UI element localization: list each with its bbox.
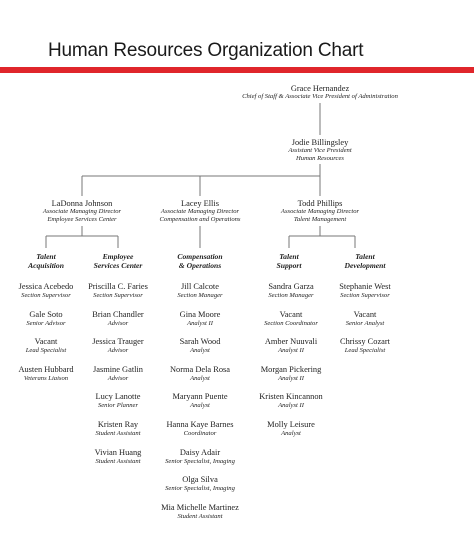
- person-title: Advisor: [107, 374, 129, 382]
- person-name: Priscilla C. Faries: [88, 282, 148, 291]
- dept-heading-line: Support: [276, 260, 302, 270]
- person-title: Chief of Staff & Associate Vice President of Administration: [242, 93, 398, 101]
- person-title: Student Assistant: [95, 457, 141, 465]
- staff-entry: [254, 337, 328, 365]
- person-title: Lead Specialist: [344, 347, 386, 355]
- staff-entry: [78, 282, 158, 310]
- dept-heading-line: Acquisition: [28, 260, 64, 270]
- staff-entry: [78, 365, 158, 393]
- person-title: Associate Managing Director: [42, 208, 122, 216]
- person-name: Vacant: [353, 309, 377, 319]
- staff-entry: [254, 310, 328, 338]
- person-title: Analyst II: [187, 319, 213, 327]
- person-title: Employee Services Center: [47, 215, 117, 223]
- person-name: Norma Dela Rosa: [169, 364, 230, 374]
- staff-column: [155, 282, 245, 530]
- dept-heading-line: Talent: [279, 252, 299, 261]
- staff-column: [78, 282, 158, 475]
- person-name: Jodie Billingsley: [291, 138, 349, 147]
- person-title: Section Supervisor: [21, 292, 71, 300]
- person-title: Advisor: [107, 319, 129, 327]
- person-title: Senior Analyst: [345, 319, 385, 327]
- person-title: Senior Advisor: [26, 319, 66, 327]
- person-name: Maryann Puente: [172, 392, 228, 402]
- person-title: Compensation and Operations: [159, 215, 241, 223]
- staff-entry: [78, 392, 158, 420]
- dept-heading: [78, 253, 158, 270]
- staff-entry: [155, 310, 245, 338]
- staff-entry: [254, 365, 328, 393]
- staff-entry: [155, 475, 245, 503]
- person-title: Talent Management: [293, 215, 347, 223]
- staff-entry: [6, 282, 86, 310]
- dept-heading: [254, 253, 324, 270]
- org-node-director: [260, 199, 380, 223]
- person-title: Section Manager: [177, 292, 223, 300]
- person-name: Kristen Kincannon: [259, 392, 323, 402]
- person-name: Brian Chandler: [92, 309, 144, 319]
- person-name: Jessica Acebedo: [18, 282, 74, 291]
- person-name: Morgan Pickering: [260, 364, 322, 374]
- staff-entry: [325, 337, 405, 365]
- dept-heading: [6, 253, 86, 270]
- staff-column: [254, 282, 328, 448]
- dept-heading-line: Employee: [102, 252, 134, 261]
- person-title: Analyst II: [278, 347, 304, 355]
- staff-entry: [6, 337, 86, 365]
- person-name: Jill Calcote: [181, 282, 219, 291]
- person-name: Austen Hubbard: [18, 364, 74, 374]
- staff-entry: [78, 310, 158, 338]
- person-title: Associate Managing Director: [280, 208, 360, 216]
- dept-heading-line: Talent: [36, 252, 56, 261]
- person-title: Assistant Vice President: [288, 147, 352, 155]
- person-name: Kristen Ray: [97, 419, 139, 429]
- org-node-avp: [250, 138, 390, 162]
- staff-entry: [325, 310, 405, 338]
- dept-heading-line: Services Center: [93, 260, 143, 270]
- person-title: Student Assistant: [177, 512, 223, 520]
- staff-entry: [78, 337, 158, 365]
- staff-entry: [155, 337, 245, 365]
- person-title: Analyst II: [278, 402, 304, 410]
- staff-entry: [155, 420, 245, 448]
- person-name: Jasmine Gatlin: [92, 364, 143, 374]
- staff-entry: [155, 392, 245, 420]
- person-name: Sandra Garza: [268, 282, 314, 291]
- person-name: Vacant: [279, 309, 303, 319]
- staff-entry: [254, 420, 328, 448]
- dept-heading-line: & Operations: [178, 260, 222, 270]
- person-name: Hanna Kaye Barnes: [166, 419, 234, 429]
- person-title: Section Coordinator: [264, 319, 318, 327]
- staff-entry: [254, 282, 328, 310]
- person-title: Senior Planner: [97, 402, 139, 410]
- dept-heading-line: Talent: [355, 252, 375, 261]
- person-name: Daisy Adair: [179, 447, 221, 457]
- person-title: Section Manager: [268, 292, 314, 300]
- person-title: Analyst: [190, 402, 210, 410]
- person-name: Vacant: [34, 337, 58, 347]
- staff-entry: [325, 282, 405, 310]
- staff-column: [325, 282, 405, 365]
- person-title: Coordinator: [183, 430, 217, 438]
- person-title: Student Assistant: [95, 430, 141, 438]
- person-name: Todd Phillips: [297, 199, 343, 208]
- person-title: Analyst II: [278, 374, 304, 382]
- org-node-director: [22, 199, 142, 223]
- staff-entry: [155, 282, 245, 310]
- staff-entry: [155, 365, 245, 393]
- person-title: Analyst: [190, 374, 210, 382]
- person-title: Human Resources: [296, 154, 344, 162]
- person-title: Senior Specialist, Imaging: [165, 485, 235, 493]
- person-title: Analyst: [190, 347, 210, 355]
- person-name: Lucy Lanotte: [95, 392, 141, 402]
- person-name: Sarah Wood: [179, 337, 221, 347]
- person-title: Associate Managing Director: [160, 208, 240, 216]
- person-title: Section Supervisor: [340, 292, 390, 300]
- person-title: Lead Specialist: [25, 347, 67, 355]
- org-node-director: [140, 199, 260, 223]
- org-node-executive: [220, 84, 420, 101]
- person-title: Veterans Liaison: [23, 374, 69, 382]
- person-title: Senior Specialist, Imaging: [165, 457, 235, 465]
- staff-entry: [155, 448, 245, 476]
- staff-entry: [6, 365, 86, 393]
- person-name: Gale Soto: [29, 309, 63, 319]
- person-name: Grace Hernandez: [290, 84, 350, 93]
- staff-entry: [6, 310, 86, 338]
- person-name: Gina Moore: [179, 309, 221, 319]
- staff-entry: [78, 420, 158, 448]
- staff-entry: [155, 503, 245, 531]
- person-name: Jessica Trauger: [92, 337, 144, 347]
- person-name: Chrissy Cozart: [339, 337, 390, 347]
- person-name: Stephanie West: [339, 282, 391, 291]
- person-name: Mia Michelle Martinez: [161, 502, 239, 512]
- staff-column: [6, 282, 86, 392]
- dept-heading: [325, 253, 405, 270]
- person-title: Analyst: [281, 430, 301, 438]
- dept-heading-line: Development: [344, 260, 386, 270]
- staff-entry: [78, 448, 158, 476]
- staff-entry: [254, 392, 328, 420]
- person-name: Olga Silva: [182, 475, 218, 485]
- dept-heading-line: Compensation: [177, 252, 223, 261]
- person-name: LaDonna Johnson: [51, 199, 113, 208]
- person-name: Molly Leisure: [267, 419, 315, 429]
- person-name: Amber Nuuvali: [264, 337, 318, 347]
- person-name: Vivian Huang: [94, 447, 142, 457]
- page-title: Human Resources Organization Chart: [48, 40, 364, 61]
- person-name: Lacey Ellis: [181, 199, 219, 208]
- dept-heading: [160, 253, 240, 270]
- person-title: Advisor: [107, 347, 129, 355]
- person-title: Section Supervisor: [93, 292, 143, 300]
